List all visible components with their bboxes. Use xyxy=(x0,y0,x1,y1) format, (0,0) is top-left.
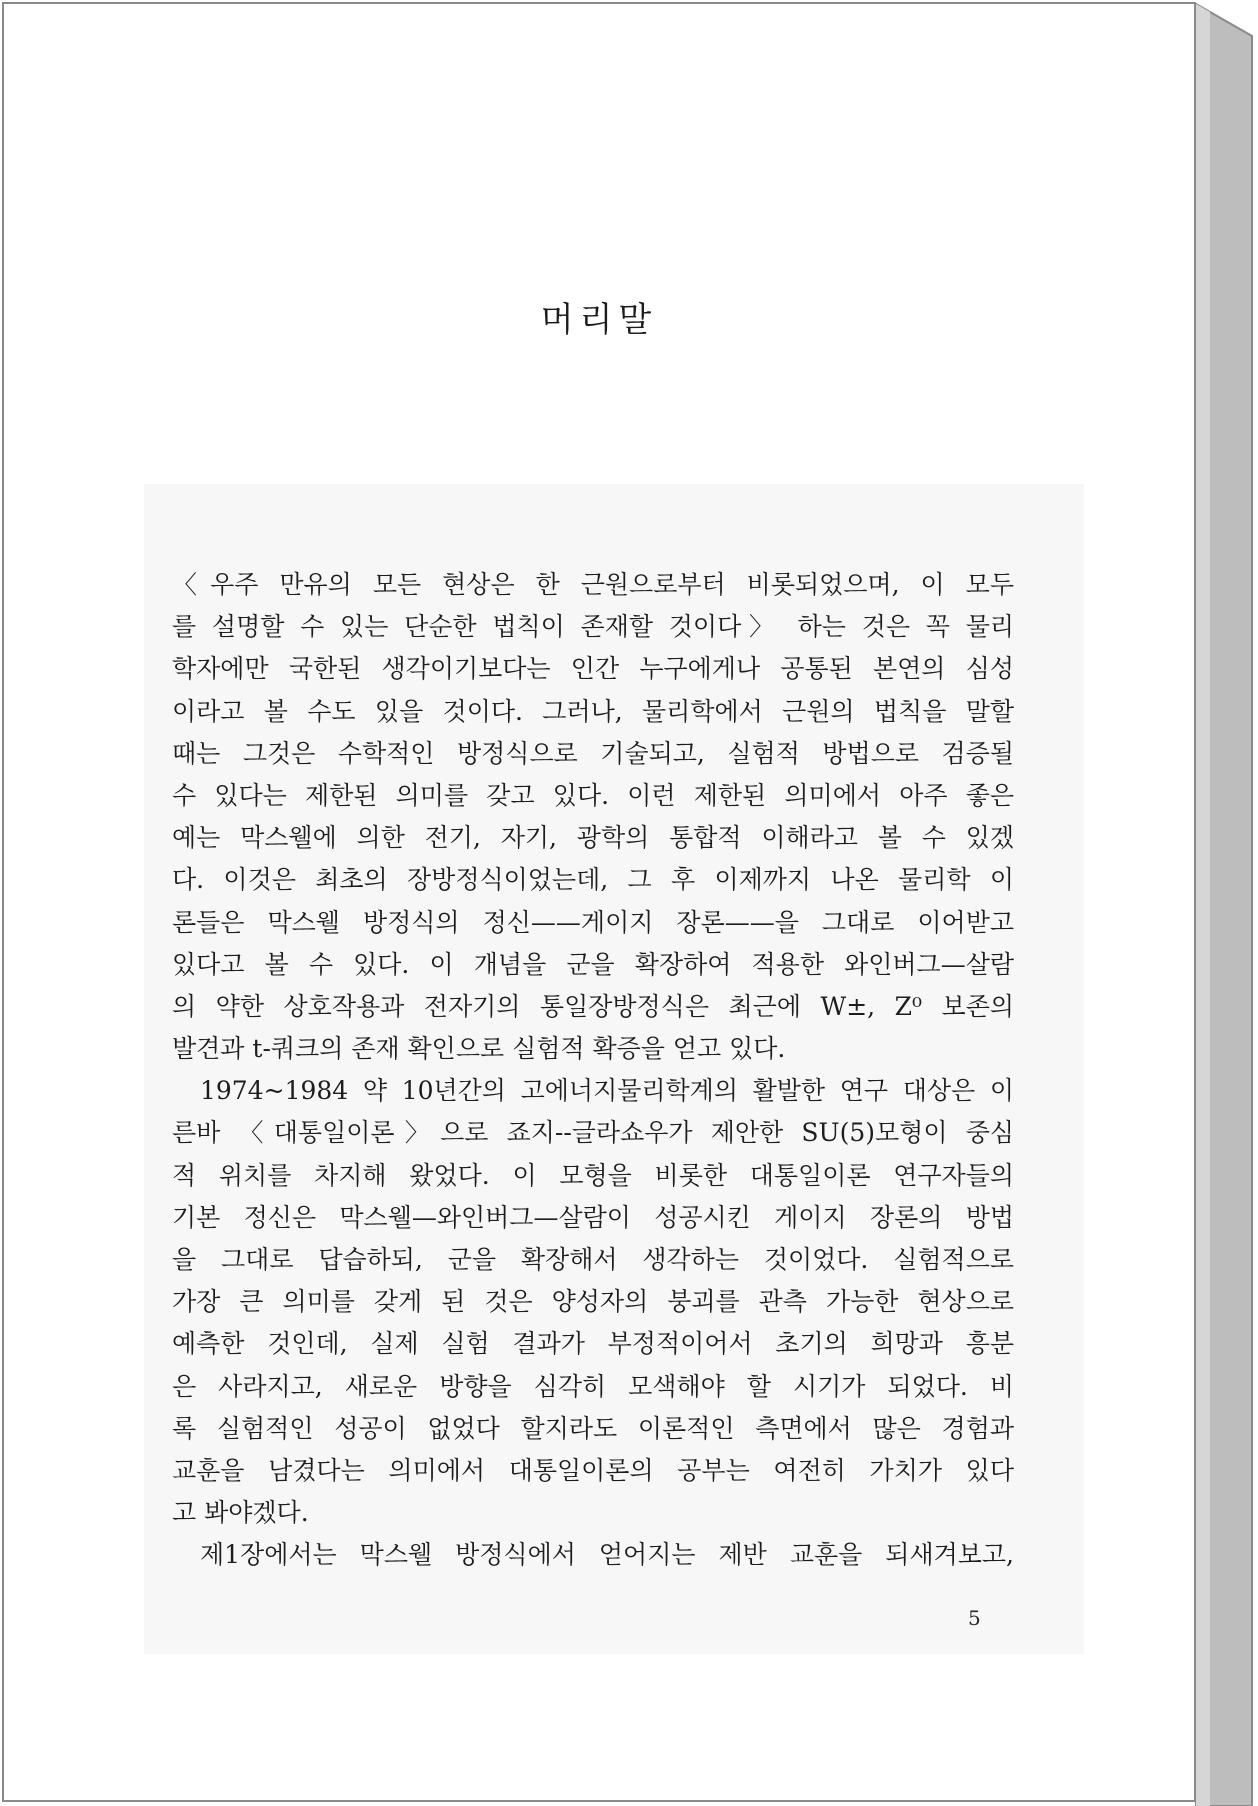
text-line: 있다고 볼 수 있다. 이 개념을 군을 확장하여 적용한 와인버그—살람 xyxy=(172,949,1014,979)
text-line: 수 있다는 제한된 의미를 갖고 있다. 이런 제한된 의미에서 아주 좋은 xyxy=(172,780,1014,810)
text-line: 의 약한 상호작용과 전자기의 통일장방정식은 최근에 W±, Z⁰ 보존의 xyxy=(172,991,1014,1021)
paragraph-3 xyxy=(172,1534,1014,1576)
text-line: 적 위치를 차지해 왔었다. 이 모형을 비롯한 대통일이론 연구자들의 xyxy=(172,1160,1014,1190)
text-line: 교훈을 남겼다는 의미에서 대통일이론의 공부는 여전히 가치가 있다 xyxy=(172,1455,1014,1485)
text-line: 은 사라지고, 새로운 방향을 심각히 모색해야 할 시기가 되었다. 비 xyxy=(172,1371,1014,1401)
text-line: 제1장에서는 막스웰 방정식에서 얻어지는 제반 교훈을 되새겨보고, xyxy=(200,1540,1014,1570)
text-line: 이라고 볼 수도 있을 것이다. 그러나, 물리학에서 근원의 법칙을 말할 xyxy=(172,696,1014,726)
text-line: 론들은 막스웰 방정식의 정신——게이지 장론——을 그대로 이어받고 xyxy=(172,907,1014,937)
paragraph-1 xyxy=(172,564,1014,1070)
text-line: 를 설명할 수 있는 단순한 법칙이 존재할 것이다〉 하는 것은 꼭 물리 xyxy=(172,612,1014,642)
page-title: 머리말 xyxy=(540,300,658,340)
document-page xyxy=(2,2,1196,1802)
paragraph-2 xyxy=(172,1070,1014,1534)
text-line: 고 봐야겠다. xyxy=(172,1498,309,1528)
text-line: 기본 정신은 막스웰—와인버그—살람이 성공시킨 게이지 장론의 방법 xyxy=(172,1202,1014,1232)
text-line: 때는 그것은 수학적인 방정식으로 기술되고, 실험적 방법으로 검증될 xyxy=(172,738,1014,768)
text-line: 을 그대로 답습하되, 군을 확장해서 생각하는 것이었다. 실험적으로 xyxy=(172,1245,1014,1274)
text-line: 〈우주 만유의 모든 현상은 한 근원으로부터 비롯되었으며, 이 모두 xyxy=(172,570,1014,599)
text-line: 다. 이것은 최초의 장방정식이었는데, 그 후 이제까지 나온 물리학 이 xyxy=(172,865,1014,895)
text-line: 예측한 것인데, 실제 실험 결과가 부정적이어서 초기의 희망과 흥분 xyxy=(172,1329,1014,1359)
page-number: 5 xyxy=(968,1606,981,1630)
text-line: 른바 〈대통일이론〉으로 죠지--글라쇼우가 제안한 SU(5)모형이 중심 xyxy=(172,1118,1014,1148)
text-line: 학자에만 국한된 생각이기보다는 인간 누구에게나 공통된 본연의 심성 xyxy=(172,654,1014,684)
text-line: 발견과 t-쿼크의 존재 확인으로 실험적 확증을 얻고 있다. xyxy=(172,1034,786,1064)
text-line: 1974~1984 약 10년간의 고에너지물리학계의 활발한 연구 대상은 이 xyxy=(200,1076,1014,1106)
text-line: 록 실험적인 성공이 없었다 할지라도 이론적인 측면에서 많은 경험과 xyxy=(172,1413,1014,1443)
text-line: 예는 막스웰에 의한 전기, 자기, 광학의 통합적 이해라고 볼 수 있겠 xyxy=(172,823,1014,853)
text-line: 가장 큰 의미를 갖게 된 것은 양성자의 붕괴를 관측 가능한 현상으로 xyxy=(172,1287,1014,1317)
body-text xyxy=(172,564,1014,1577)
